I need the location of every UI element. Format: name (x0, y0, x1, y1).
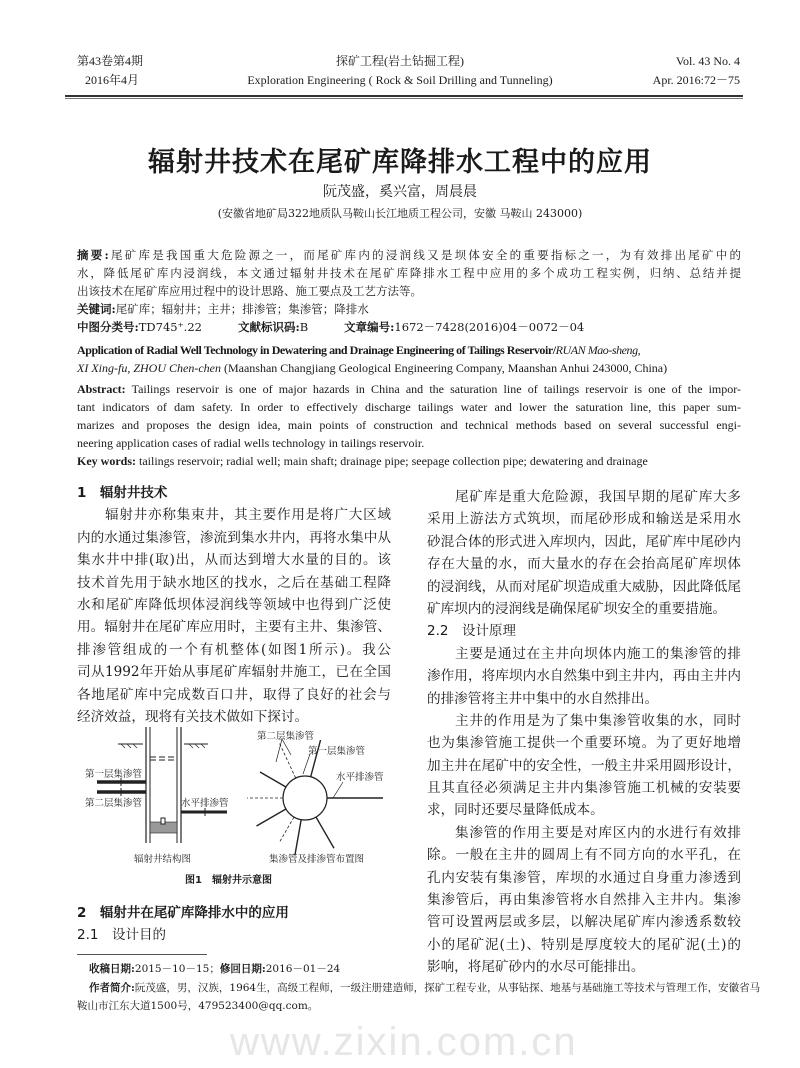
footnote-rule (77, 954, 207, 955)
main-shaft-circle (283, 776, 327, 820)
keywords-en: Key words: tailings reservoir; radial well; main shaft; drainage pipe; seepage collection pipe; dewatering and drainage (77, 454, 648, 468)
paragraph-line: 集渗管的作用主要是对库区内的水进行有效排 (455, 824, 741, 841)
paragraph-line: 技术首先用于缺水地区的找水，之后在基础工程降 (77, 574, 391, 591)
english-authors: XI Xing-fu, ZHOU Chen-chen (Maanshan Changjiang Geological Engineering Company, Maanshan Anhui 243000, China) (77, 361, 668, 375)
leader-line (333, 782, 343, 798)
abstract-en: Application of Radial Well Technology in Dewatering and Drainage Engineering of Tailings Reservoir/RUAN Mao-sheng, XI Xing-fu, ZHOU Chen-chen (Maanshan Changjiang Geological Engineering Company, Maanshan Anhui 243000, China) Abstract: Tailings reservoir is one of major hazards in China and the saturation line of tailings reservoir is one of the impor- tant indicators of dam safety. In order to effectively discharge tailings water and lower the saturation line, this paper sum- marizes and proposes the design idea, main points of construction and technical methods based on several successful engi- neering application cases of radial wells technology in tailings reservoir. Key words: tailings reservoir; radial well; main shaft; drainage pipe; seepage collection pipe; dewatering and drainage (77, 343, 741, 468)
paragraph-line: 矿库坝内的浸润线是确保尾矿坝安全的重要措施。 (427, 600, 727, 617)
left-column (77, 482, 391, 728)
paragraph-line: 的排渗管将主井中集中的水自然排出。 (427, 690, 659, 707)
paragraph-line: 加主井在尾矿中的安全性，一般主井采用圆形设计， (427, 757, 741, 774)
paragraph-line: 求，同时还要尽量降低成本。 (427, 802, 604, 819)
label-horizontal: 水平排渗管 (181, 798, 229, 809)
paragraph-line: 也为集渗管施工提供一个重要环境。为了更好地增 (427, 735, 741, 752)
paragraph-line: 集水井中排(取)出，从而达到增大水量的目的。该 (77, 552, 391, 569)
abstract-cn: 摘要:尾矿库是我国重大危险源之一，而尾矿库内的浸润线又是坝体安全的重要指标之一，为有效排出尾矿中的 水，降低尾矿库内浸润线，本文通过辐射井技术在尾矿库降排水工程中应用的多个成功工程实例，归纳、总结并提 出该技术在尾矿库应用过程中的设计思路、施工要点及工艺方法等。 关键词:尾矿库；辐射井；主井；排渗管；集渗管；降排水 中图分类号:TD745⁺.22 文献标识码:B 文章编号:1672－7428(2016)04－0072－04 (77, 248, 742, 334)
label-layer2: 第二层集渗管 (85, 798, 143, 809)
subsection-heading: 2.2 设计原理 (427, 623, 516, 640)
journal-cn: 探矿工程(岩土钻掘工程) (336, 54, 464, 68)
header-volume (77, 52, 143, 90)
first-layer-pipe (260, 772, 286, 787)
leader-line (303, 754, 310, 774)
paragraph-line: 司从1992年开始从事尾矿库辐射井施工，已在全国 (77, 664, 391, 681)
label-r-layer1: 第一层集渗管 (308, 746, 366, 757)
paragraph-line: 小的尾矿泥(土)、特别是厚度较大的尾矿泥(土)的 (427, 936, 741, 953)
header-journal (230, 52, 570, 90)
paragraph-line: 集渗管后，再由集渗管将水自然排入主井内。集渗 (427, 892, 741, 909)
paragraph-line: 管可设置两层或多层，以解决尾矿库内渗透系数较 (427, 914, 741, 931)
paper-authors: 阮茂盛，奚兴富，周晨晨 (323, 184, 477, 200)
first-layer-pipe (316, 817, 334, 848)
paragraph-line: 砂混合体的形式进入库坝内，因此，尾矿库中尾砂内 (427, 533, 741, 550)
paragraph-line: 尾矿库是重大危险源，我国早期的尾矿库大多 (455, 489, 741, 505)
header-rule-thin (65, 98, 743, 99)
figure-1 (77, 722, 397, 892)
header-rule (65, 95, 743, 97)
journal-en: Exploration Engineering ( Rock & Soil Drilling and Tunneling) (247, 73, 553, 87)
paragraph-line: 孔内安装有集渗管，库坝的水通过自身重力渗透到 (427, 869, 741, 886)
section-heading: 1 辐射井技术 (77, 485, 168, 501)
english-title: Application of Radial Well Technology in Dewatering and Drainage Engineering of Tailings Reservoir/RUAN Mao-sheng, (77, 343, 641, 357)
paragraph-line: 且其直径必须满足主井内集渗管施工机械的安装要 (427, 780, 741, 797)
label-layer1: 第一层集渗管 (85, 769, 143, 780)
volume-cn: 第43卷第4期 (77, 54, 144, 68)
paragraph-line: 存在大量的水，而大量水的存在会抬高尾矿库坝体 (427, 556, 741, 573)
paragraph-line: 用。辐射井在尾矿库应用时，主要有主井、集渗管、 (77, 619, 391, 636)
figure-caption: 图1 辐射井示意图 (185, 875, 272, 886)
leader-line (276, 739, 282, 762)
footnote: 收稿日期:2015－10－15；修回日期:2016－01－24 作者简介:阮茂盛，男，汉族，1964生，高级工程师，一级注册建造师，探矿工程专业，从事钻探、地基与基础施工等技术与管理工作，安徽省马 鞍山市江东大道1500号，479523400@qq.com。 (77, 963, 761, 1012)
paragraph-line: 辐射井亦称集束井，其主要作用是将广大区域 (105, 507, 391, 524)
first-layer-pipe (295, 820, 301, 855)
paragraph-line: 渗作用，将库坝内水自然集中到主井内，再由主井内 (427, 668, 741, 685)
caption-right: 集渗管及排渗管布置图 (269, 854, 365, 865)
left-column-bottom (77, 902, 391, 947)
well-structure-diagram (97, 727, 227, 843)
date-cn: 2016年4月 (85, 73, 140, 87)
paragraph-line: 内的水通过集渗管，渗流到集水井内，再将水集中从 (77, 529, 391, 546)
paper-title: 辐射井技术在尾矿库降排水工程中的应用 (148, 147, 652, 178)
right-column (427, 486, 741, 979)
paragraph-line: 各地尾矿库中完成数百口井，取得了良好的社会与 (77, 686, 391, 703)
second-layer-pipe (279, 817, 294, 843)
watermark: www.zixin.com.cn (230, 1020, 578, 1064)
header-issue (653, 52, 740, 90)
paragraph-line: 排渗管组成的一个有机整体(如图1所示)。我公 (77, 641, 391, 658)
label-r-layer2: 第二层集渗管 (257, 731, 315, 742)
paper-affiliation: (安徽省地矿局322地质队马鞍山长江地质工程公司，安徽 马鞍山 243000) (217, 207, 583, 220)
section-heading: 2 辐射井在尾矿库降排水中的应用 (77, 905, 289, 921)
date-pages: Apr. 2016:72－75 (652, 73, 740, 87)
label-r-horizontal: 水平排渗管 (336, 772, 384, 783)
keywords-cn: 关键词:尾矿库；辐射井；主井；排渗管；集渗管；降排水 (77, 302, 369, 316)
paragraph-line: 的浸润线，从而对尾矿坝造成重大威胁，因此降低尾 (427, 578, 741, 595)
paragraph-line: 主要是通过在主井向坝体内施工的集渗管的排 (455, 645, 741, 662)
paragraph-line: 主井的作用是为了集中集渗管收集的水，同时 (455, 712, 741, 729)
paragraph-line: 除。一般在主井的圆周上有不同方向的水平孔，在 (427, 847, 741, 864)
caption-left: 辐射井结构图 (134, 854, 192, 865)
classification-line: 中图分类号:TD745⁺.22 文献标识码:B 文章编号:1672－7428(2016)04－0072－04 (77, 320, 585, 334)
paragraph-line: 水和尾矿库降低坝体浸润线等领域中也得到广泛使 (77, 596, 391, 613)
paragraph-line: 经济效益，现将有关技术做如下探讨。 (77, 708, 309, 725)
volume-en: Vol. 43 No. 4 (675, 54, 740, 68)
first-layer-pipe (257, 809, 286, 826)
paragraph-line: 采用上游法方式筑坝，而尾砂形成和输送是采用水 (427, 511, 741, 528)
abstract-label: 摘要: (77, 248, 109, 262)
paragraph-line: 影响，将尾矿砂内的水尽可能排出。 (427, 959, 645, 976)
subsection-heading: 2.1 设计目的 (77, 927, 166, 944)
